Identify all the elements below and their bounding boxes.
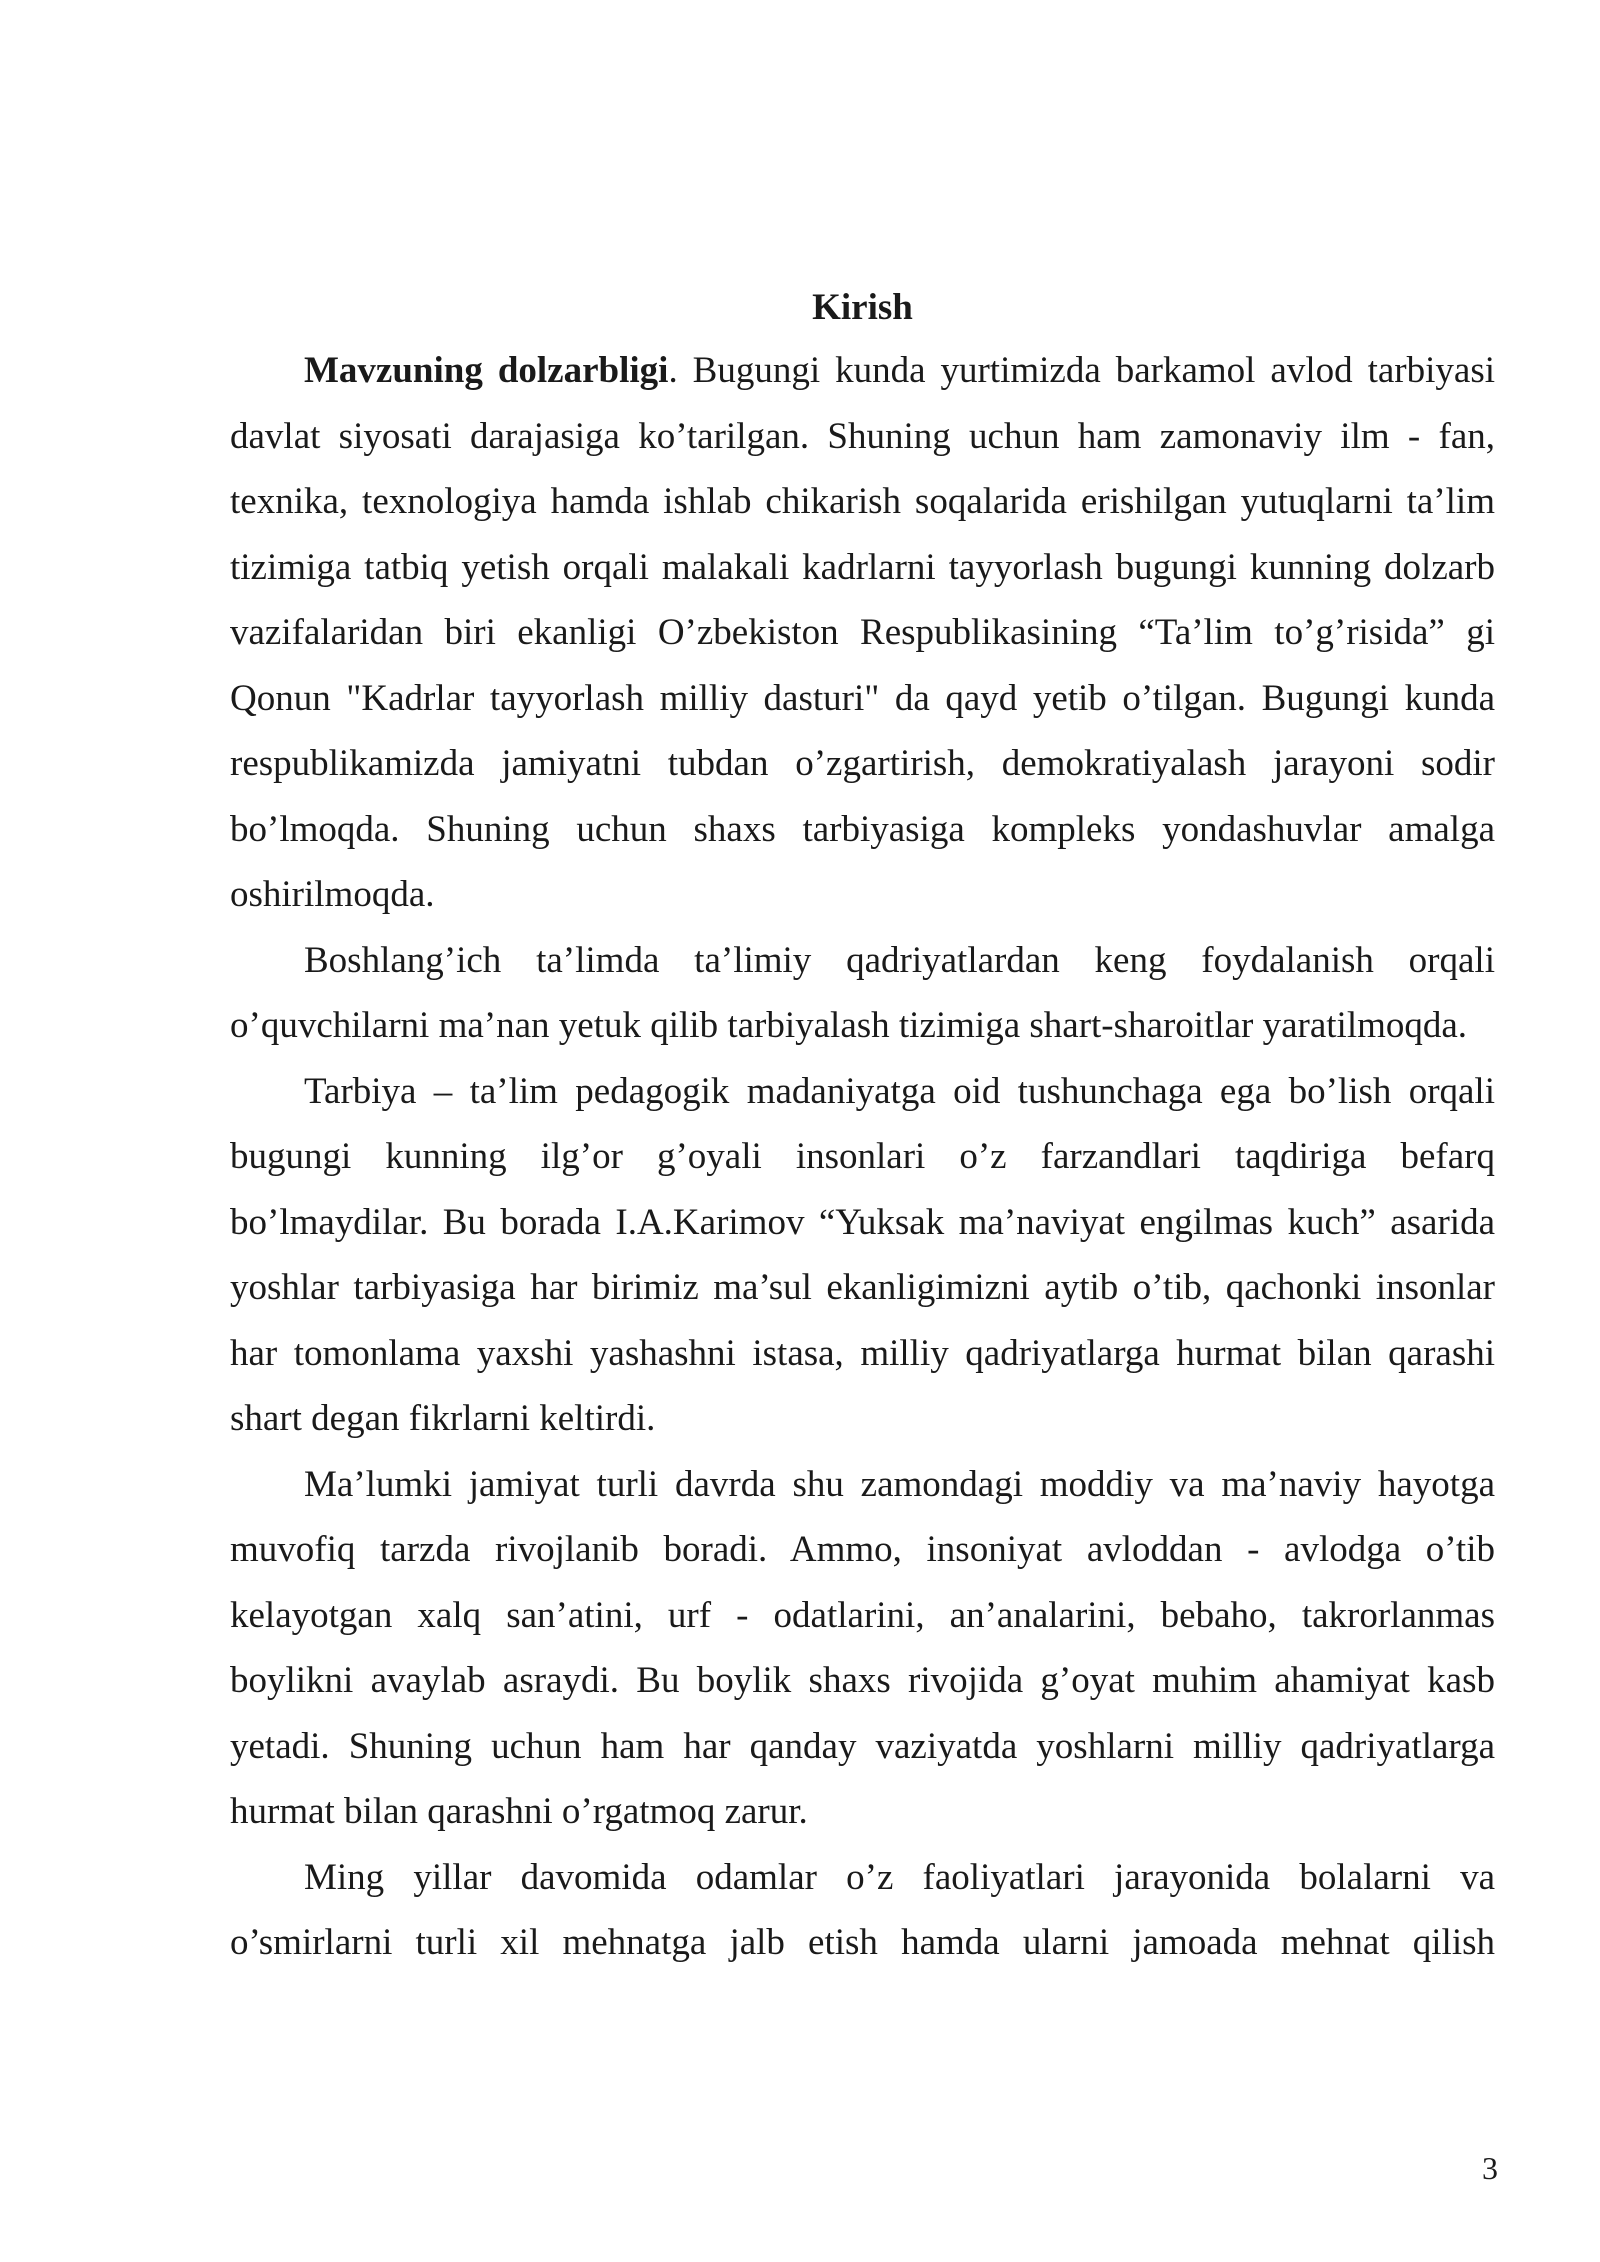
paragraph-upbringing [230,1059,1495,1452]
paragraph-text: . Bugungi kunda yurtimizda barkamol avlod tarbiyasi davlat siyosati darajasiga ko’tarilgan. Shuning uchun ham zamonaviy ilm - fan, texnika, texnologiya hamda ishlab chikarish soqalarida erishilgan yutuqlarni ta’lim tizimiga tatbiq yetish orqali malakali kadrlarni tayyorlash bugungi kunning dolzarb vazifalaridan biri ekanligi O’zbekiston Respublikasining “Ta’lim to’g’risida” gi Qonun "Kadrlar tayyorlash milliy dasturi" da qayd yetib o’tilgan. Bugungi kunda respublikamizda jamiyatni tubdan o’zgartirish, demokratiyalash jarayoni sodir bo’lmoqda. Shuning uchun shaxs tarbiyasiga kompleks yondashuvlar amalga oshirilmoqda. [230,350,1496,915]
paragraph-society [230,1452,1495,1845]
page-number: 3 [1482,2150,1498,2186]
paragraph-lead: Mavzuning dolzarbligi [304,350,669,391]
paragraph-primary-education [230,928,1495,1059]
paragraph-text: Tarbiya – ta’lim pedagogik madaniyatga oid tushunchaga ega bo’lish orqali bugungi kunning ilg’or g’oyali insonlari o’z farzandlari taqdiriga befarq bo’lmaydilar. Bu borada I.A.Karimov “Yuksak ma’naviyat engilmas kuch” asarida yoshlar tarbiyasiga har birimiz ma’sul ekanligimizni aytib o’tib, qachonki insonlar har tomonlama yaxshi yashashni istasa, milliy qadriyatlarga hurmat bilan qarashi shart degan fikrlarni keltirdi. [230,1070,1495,1439]
paragraph-relevance [230,338,1495,928]
paragraph-labor [230,1845,1495,1976]
paragraph-text: Boshlang’ich ta’limda ta’limiy qadriyatlardan keng foydalanish orqali o’quvchilarni ma’nan yetuk qilib tarbiyalash tizimiga shart-sharoitlar yaratilmoqda. [230,939,1495,1046]
page-content [230,278,1495,1976]
paragraph-text: Ming yillar davomida odamlar o’z faoliyatlari jarayonida bolalarni va o’smirlarni turli xil mehnatga jalb etish hamda ularni jamoada mehnat qilish [230,1856,1495,1963]
section-heading: Kirish [812,287,913,328]
paragraph-text: Ma’lumki jamiyat turli davrda shu zamondagi moddiy va ma’naviy hayotga muvofiq tarzda rivojlanib boradi. Ammo, insoniyat avloddan - avlodga o’tib kelayotgan xalq san’atini, urf - odatlarini, an’analarini, bebaho, takrorlanmas boylikni avaylab asraydi. Bu boylik shaxs rivojida g’oyat muhim ahamiyat kasb yetadi. Shuning uchun ham har qanday vaziyatda yoshlarni milliy qadriyatlarga hurmat bilan qarashni o’rgatmoq zarur. [230,1463,1495,1832]
